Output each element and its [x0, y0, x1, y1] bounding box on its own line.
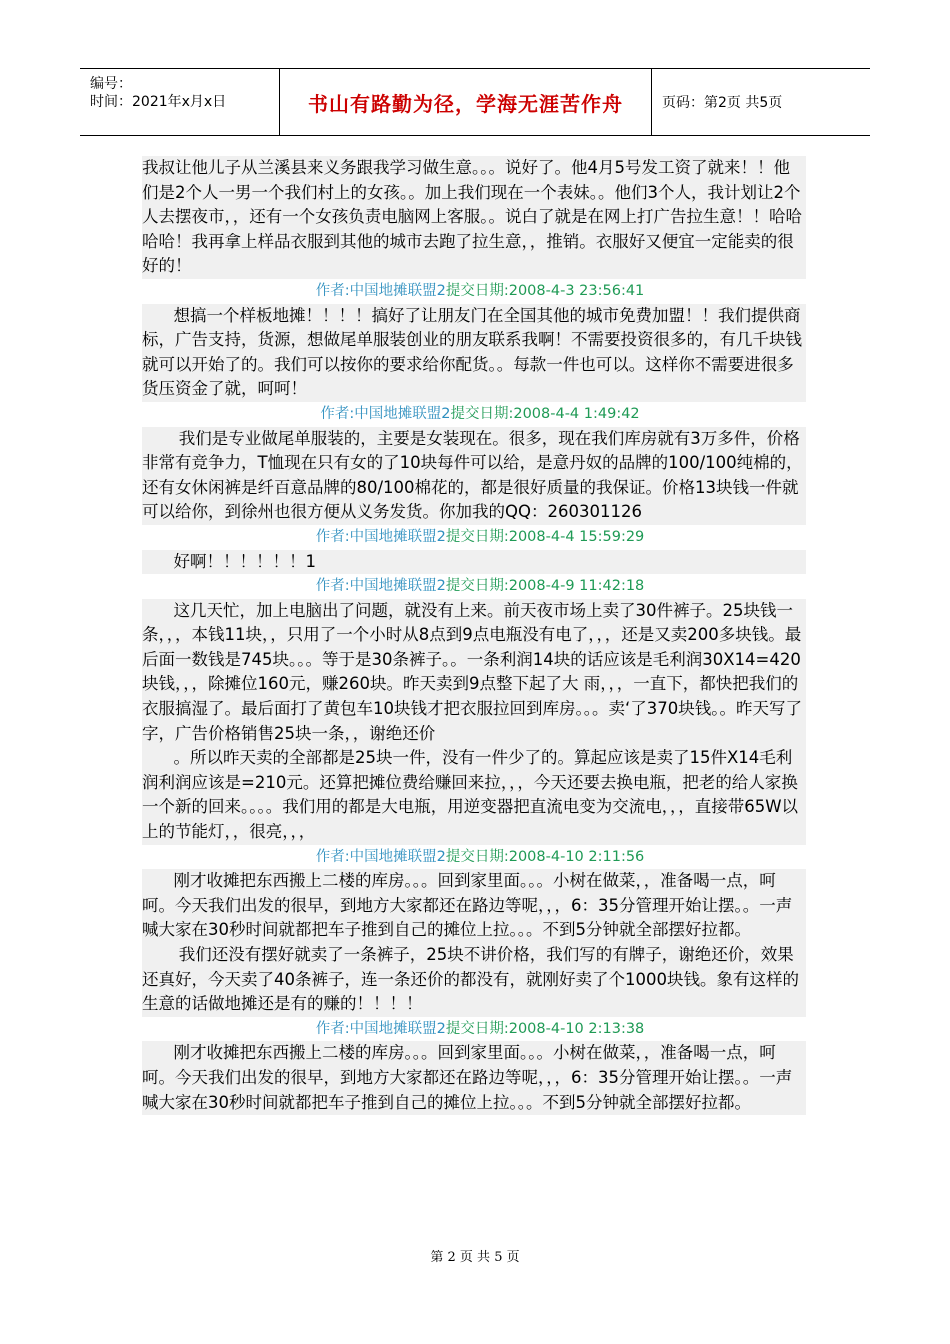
page-footer: 第 2 页 共 5 页 — [430, 1250, 520, 1265]
post-date: 提交日期:2008-4-4 1:49:42 — [450, 405, 640, 422]
post-text: 我们是专业做尾单服装的，主要是女装现在。很多，现在我们库房就有3万多件，价格非常有竞争力，T恤现在只有女的了10块每件可以给，是意丹奴的品牌的100/100纯棉的，还有女休闲裤是纤百意品牌的80/100棉花的，都是很好质量的我保证。价格13块钱一件就可以给你，到徐州也很方便从义务发货。你加我的QQ：260301126 — [142, 427, 806, 525]
post-author: 作者:中国地摊联盟2 — [320, 405, 451, 422]
post-meta — [142, 525, 806, 550]
page-header — [80, 68, 870, 136]
post-list — [142, 156, 806, 1115]
header-info — [80, 69, 280, 135]
post-text: 这几天忙，加上电脑出了问题，就没有上来。前天夜市场上卖了30件裤子。25块钱一条，，，本钱11块，，只用了一个小时从8点到9点电瓶没有电了，，，还是又卖200多块钱。最后面一数钱是745块。。。等于是30条裤子。。一条利润14块的话应该是毛利润30X14=420块钱，，，除摊位160元，赚260块。昨天卖到9点整下起了大 雨，，，一直下，都快把我们的衣服搞湿了。最后面打了黄包车10块钱才把衣服拉回到库房。。。卖‘了370块钱。。昨天写了字，广告价格销售25块一条，，谢绝还价 。所以昨天卖的全部都是25块一件，没有一件少了的。算起应该是卖了15件X14毛利润利润应该是=210元。还算把摊位费给赚回来拉，，，今天还要去换电瓶，把老的给人家换一个新的回来。。。。我们用的都是大电瓶，用逆变器把直流电变为交流电，，，直接带65W以上的节能灯，，很亮，，， — [142, 599, 806, 845]
document-date: 时间：2021年x月x日 — [90, 94, 227, 110]
header-page-info: 页码：第2页 共5页 — [662, 95, 783, 111]
post-date: 提交日期:2008-4-9 11:42:18 — [445, 578, 645, 595]
post-text: 想搞一个样板地摊！！！！搞好了让朋友门在全国其他的城市免费加盟！！我们提供商标，广告支持，货源，想做尾单服装创业的朋友联系我啊！不需要投资很多的，有几千块钱就可以开始了的。我们可以按你的要求给你配货。。每款一件也可以。这样你不需要进很多货压资金了就，呵呵！ — [142, 304, 806, 402]
post-date: 提交日期:2008-4-4 15:59:29 — [445, 528, 645, 545]
post-meta — [142, 279, 806, 304]
post-date: 提交日期:2008-4-10 2:11:56 — [445, 848, 645, 865]
post-author: 作者:中国地摊联盟2 — [315, 282, 446, 299]
header-motto: 书山有路勤为径，学海无涯苦作舟 — [280, 69, 652, 135]
post-author: 作者:中国地摊联盟2 — [315, 1020, 446, 1037]
post-meta — [142, 574, 806, 599]
post-date: 提交日期:2008-4-10 2:13:38 — [445, 1020, 645, 1037]
post-text: 刚才收摊把东西搬上二楼的库房。。。回到家里面。。。小树在做菜，，准备喝一点，呵呵。今天我们出发的很早，到地方大家都还在路边等呢，，，6：35分管理开始让摆。。一声喊大家在30秒时间就都把车子推到自己的摊位上拉。。。不到5分钟就全部摆好拉都。 — [142, 1041, 806, 1115]
post-meta — [142, 1017, 806, 1042]
post-meta — [142, 845, 806, 870]
post-author: 作者:中国地摊联盟2 — [315, 848, 446, 865]
document-number: 编号： — [90, 76, 132, 92]
post-author: 作者:中国地摊联盟2 — [315, 578, 446, 595]
post-date: 提交日期:2008-4-3 23:56:41 — [445, 282, 645, 299]
post-meta — [142, 402, 806, 427]
post-text: 好啊！！！！！！1 — [142, 550, 806, 575]
post-text: 我叔让他儿子从兰溪县来义务跟我学习做生意。。。说好了。他4月5号发工资了就来！！他们是2个人一男一个我们村上的女孩。。加上我们现在一个表妹。。他们3个人，我计划让2个人去摆夜市，，还有一个女孩负责电脑网上客服。。说白了就是在网上打广告拉生意！！哈哈哈哈！我再拿上样品衣服到其他的城市去跑了拉生意，，推销。衣服好又便宜一定能卖的很好的！ — [142, 156, 806, 279]
post-author: 作者:中国地摊联盟2 — [315, 528, 446, 545]
post-text: 刚才收摊把东西搬上二楼的库房。。。回到家里面。。。小树在做菜，，准备喝一点，呵呵。今天我们出发的很早，到地方大家都还在路边等呢，，，6：35分管理开始让摆。。一声喊大家在30秒时间就都把车子推到自己的摊位上拉。。。不到5分钟就全部摆好拉都。 我们还没有摆好就卖了一条裤子，25块不讲价格，我们写的有牌子，谢绝还价，效果还真好，今天卖了40条裤子，连一条还价的都没有，就刚好卖了个1000块钱。象有这样的生意的话做地摊还是有的赚的！！！！ — [142, 869, 806, 1017]
